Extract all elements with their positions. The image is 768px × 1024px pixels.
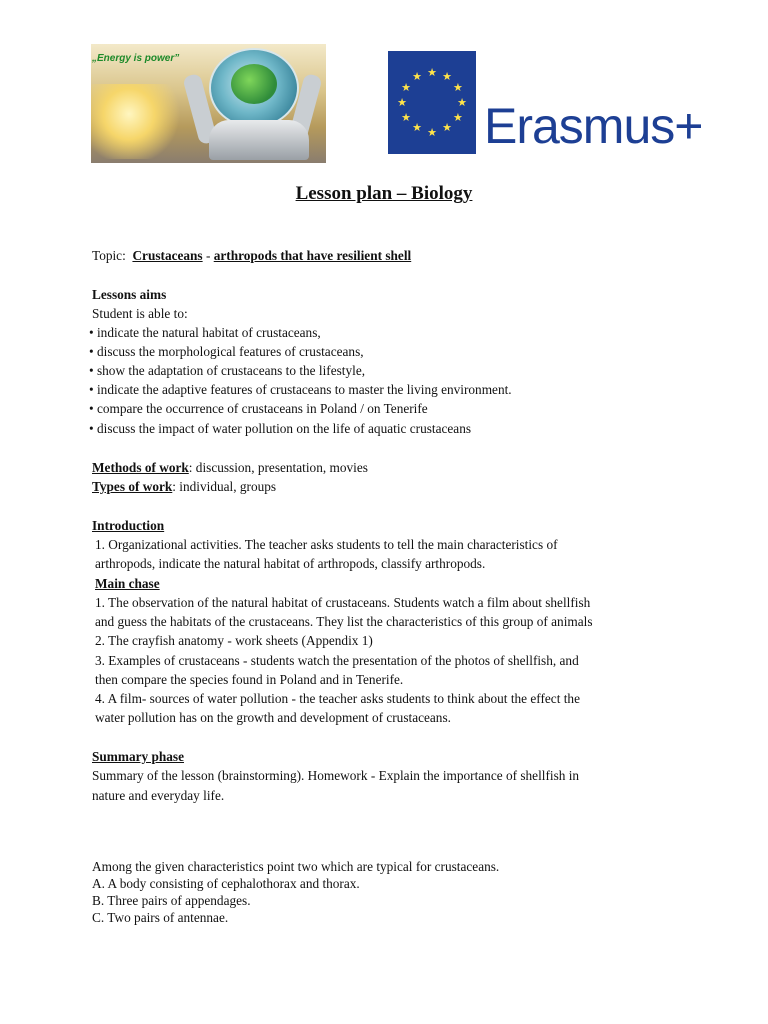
aims-item: • discuss the morphological features of crustaceans, [89,344,364,359]
main-phase-text: and guess the habitats of the crustaceans. They list the characteristics of this group of animals [95,614,593,629]
main-phase-text: water pollution has on the growth and development of crustaceans. [95,710,451,725]
globe-icon [231,64,277,104]
main-phase-heading: Main chase [95,576,160,591]
eu-star-icon: ★ [442,69,452,83]
eu-flag-icon [388,51,476,154]
eu-star-icon: ★ [401,80,411,94]
main-phase-text: 1. The observation of the natural habitat of crustaceans. Students watch a film about shellfish [95,595,591,610]
eu-star-icon: ★ [457,95,467,109]
question-option: C. Two pairs of antennae. [92,910,229,925]
topic-line: Topic: Crustaceans - arthropods that have resilient shell [92,248,412,263]
eu-star-icon: ★ [427,65,437,79]
topic-description: arthropods that have resilient shell [213,248,412,263]
question-option: B. Three pairs of appendages. [92,893,251,908]
aims-intro: Student is able to: [92,306,188,321]
eu-star-icon: ★ [453,110,463,124]
summary-text: Summary of the lesson (brainstorming). Homework - Explain the importance of shellfish in [92,768,580,783]
page-title: Lesson plan – Biology [295,183,473,204]
topic-subject: Crustaceans [132,248,203,263]
image-slogan: „Energy is power” [92,53,180,64]
main-phase-text: 3. Examples of crustaceans - students watch the presentation of the photos of shellfish, and [95,653,579,668]
robot-body [209,120,309,160]
aims-item: • indicate the natural habitat of crustaceans, [89,325,321,340]
question-option: A. A body consisting of cephalothorax and thorax. [92,876,360,891]
eu-star-icon: ★ [412,121,422,135]
main-phase-text: 4. A film- sources of water pollution - the teacher asks students to think about the effect the [95,691,580,706]
eu-star-icon: ★ [397,95,407,109]
eu-star-icon: ★ [427,125,437,139]
light-glow [91,84,186,159]
main-phase-text: 2. The crayfish anatomy - work sheets (Appendix 1) [95,633,373,648]
aims-item: • show the adaptation of crustaceans to the lifestyle, [89,363,366,378]
eu-star-icon: ★ [453,80,463,94]
main-phase-text: then compare the species found in Poland and in Tenerife. [95,672,404,687]
introduction-text: arthropods, indicate the natural habitat of arthropods, classify arthropods. [95,556,486,571]
summary-text: nature and everyday life. [92,788,225,803]
erasmus-logo: Erasmus+ [484,98,703,154]
aims-item: • indicate the adaptive features of crustaceans to master the living environment. [89,382,512,397]
types-line: Types of work: individual, groups [92,479,277,494]
aims-heading: Lessons aims [92,287,167,302]
methods-line: Methods of work: discussion, presentation, movies [92,460,368,475]
eu-star-icon: ★ [412,69,422,83]
aims-item: • discuss the impact of water pollution on the life of aquatic crustaceans [89,421,472,436]
summary-heading: Summary phase [92,749,184,764]
introduction-text: 1. Organizational activities. The teacher asks students to tell the main characteristics of [95,537,558,552]
energy-is-power-image [91,44,326,163]
question-text: Among the given characteristics point two which are typical for crustaceans. [92,859,500,874]
aims-item: • compare the occurrence of crustaceans in Poland / on Tenerife [89,401,428,416]
introduction-heading: Introduction [92,518,165,533]
eu-star-icon: ★ [442,121,452,135]
eu-star-icon: ★ [401,110,411,124]
